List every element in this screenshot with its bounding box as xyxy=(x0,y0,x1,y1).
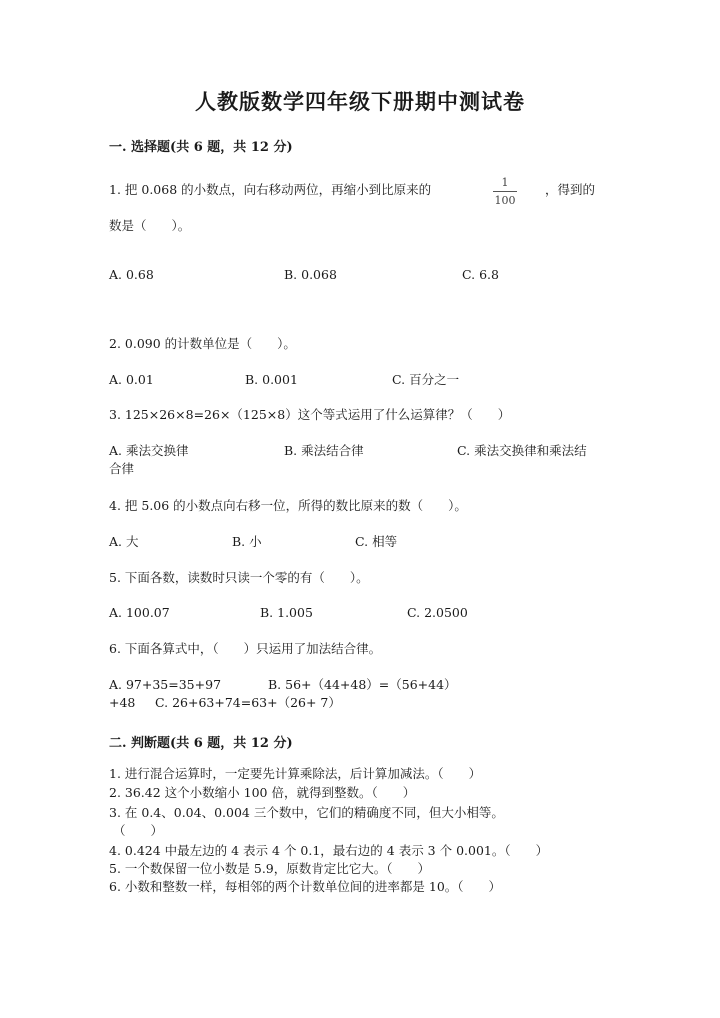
q2-stem: 2. 0.090 的计数单位是（ ）。 xyxy=(109,336,296,351)
q3-option-b: B. 乘法结合律 xyxy=(284,443,364,458)
q4-option-c: C. 相等 xyxy=(355,534,398,549)
q6-option-c: C. 26+63+74=63+（26+ 7） xyxy=(155,695,341,710)
q1-stem-part1: 1. 把 0.068 的小数点，向右移动两位，再缩小到比原来的 xyxy=(109,182,432,197)
fraction-denominator: 100 xyxy=(494,194,516,207)
q3-option-c: C. 乘法交换律和乘法结 xyxy=(457,443,587,458)
q1-stem-line2: 数是（ ）。 xyxy=(109,218,191,233)
q1-option-c: C. 6.8 xyxy=(462,267,499,282)
q4-option-a: A. 大 xyxy=(109,534,139,549)
q6-option-a: A. 97+35=35+97 xyxy=(109,677,222,692)
q6-option-b: B. 56+（44+48）=（56+44） xyxy=(268,677,457,692)
q6-option-b-wrap: +48 xyxy=(109,695,136,710)
q5-stem: 5. 下面各数，读数时只读一个零的有（ ）。 xyxy=(109,570,369,585)
q1-fraction xyxy=(492,176,518,207)
tf-item-2: 2. 36.42 这个小数缩小 100 倍，就得到整数。（ ） xyxy=(109,785,416,800)
tf-item-6: 6. 小数和整数一样，每相邻的两个计数单位间的进率都是 10。（ ） xyxy=(109,879,502,894)
tf-item-4: 4. 0.424 中最左边的 4 表示 4 个 0.1，最右边的 4 表示 3 个 0.001。（ ） xyxy=(109,843,549,858)
q3-stem: 3. 125×26×8=26×（125×8）这个等式运用了什么运算律？（ ） xyxy=(109,407,511,422)
section-1-heading: 一. 选择题(共 6 题，共 12 分) xyxy=(109,140,293,155)
q4-option-b: B. 小 xyxy=(232,534,262,549)
q6-stem: 6. 下面各算式中，（ ）只运用了加法结合律。 xyxy=(109,641,382,656)
fraction-numerator: 1 xyxy=(501,176,509,189)
q5-option-a: A. 100.07 xyxy=(109,605,170,620)
fraction-bar xyxy=(493,191,517,192)
tf-item-3-blank: （ ） xyxy=(113,823,164,838)
q1-stem-part2: ，得到的 xyxy=(545,182,596,197)
q2-option-c: C. 百分之一 xyxy=(392,372,460,387)
page-title: 人教版数学四年级下册期中测试卷 xyxy=(195,89,525,114)
q2-option-a: A. 0.01 xyxy=(109,372,154,387)
tf-item-5: 5. 一个数保留一位小数是 5.9，原数肯定比它大。（ ） xyxy=(109,861,431,876)
tf-item-3: 3. 在 0.4、0.04、0.004 三个数中，它们的精确度不同，但大小相等。 xyxy=(109,805,504,820)
tf-item-1: 1. 进行混合运算时，一定要先计算乘除法，后计算加减法。（ ） xyxy=(109,766,482,781)
q2-option-b: B. 0.001 xyxy=(245,372,298,387)
q1-option-a: A. 0.68 xyxy=(109,267,154,282)
section-2-heading: 二. 判断题(共 6 题，共 12 分) xyxy=(109,736,293,751)
q4-stem: 4. 把 5.06 的小数点向右移一位，所得的数比原来的数（ ）。 xyxy=(109,498,467,513)
q1-option-b: B. 0.068 xyxy=(284,267,337,282)
q5-option-b: B. 1.005 xyxy=(260,605,313,620)
q5-option-c: C. 2.0500 xyxy=(407,605,468,620)
q3-option-c-wrap: 合律 xyxy=(109,461,135,476)
q3-option-a: A. 乘法交换律 xyxy=(109,443,189,458)
